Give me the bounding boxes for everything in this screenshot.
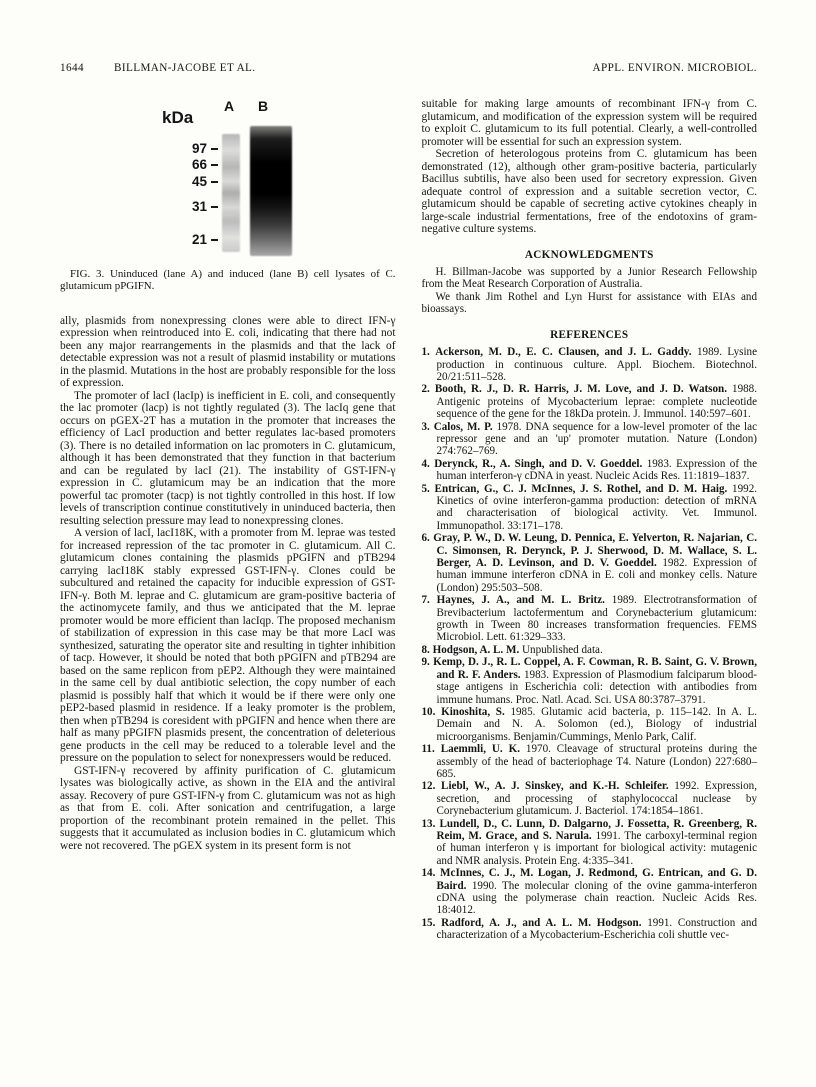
lane-a-label: A [224, 98, 235, 114]
reference-authors: Hodgson, A. L. M. [432, 643, 520, 656]
marker-value: 97 [191, 141, 207, 156]
reference-authors: Radford, A. J., and A. L. M. Hodgson. [441, 916, 642, 929]
reference-text: 1991. Construction and characterization of a Mycobacterium-Escherichia coli shuttle vec- [436, 916, 757, 942]
marker-value: 45 [191, 174, 207, 189]
acknowledgments-paragraph: H. Billman-Jacobe was supported by a Junior Research Fellowship from the Meat Research Corporation of Australia. [421, 266, 757, 291]
gel-image [162, 100, 312, 255]
reference-text: Unpublished data. [522, 643, 603, 656]
reference-text: 1970. Cleavage of structural proteins during the assembly of the head of bacteriophage T4. Nature (London) 227:680–685. [436, 743, 758, 780]
reference-list [422, 346, 758, 942]
reference-item [422, 532, 758, 594]
reference-authors: Kemp, D. J., R. L. Coppel, A. F. Cowman, R. B. Saint, G. V. Brown, and R. F. Anders. [433, 656, 757, 681]
reference-text: 1992. Expression, secretion, and processing of staphylococcal nuclease by Corynebacterium glutamicum. J. Bacteriol. 174:1854–1861. [436, 780, 757, 818]
reference-item [422, 917, 758, 942]
reference-item [422, 867, 758, 917]
reference-text: 1985. Glutamic acid bacteria, p. 115–142. In A. L. Demain and N. A. Solomon (ed.), Biology of industrial microorganisms. Benjamin/Cummings, Menlo Park, Calif. [436, 705, 758, 743]
reference-item [422, 743, 758, 780]
running-head [60, 62, 757, 74]
page-number: 1644 [60, 62, 84, 74]
reference-item [422, 458, 758, 483]
reference-text: 1983. Expression of Plasmodium falciparum blood-stage antigens in Escherichia coli: detection with antibodies from immune humans. Proc. Natl. Acad. Sci. USA 80:3787–3791. [436, 668, 757, 706]
reference-authors: Ackerson, M. D., E. C. Clausen, and J. L. Gaddy. [435, 346, 692, 359]
reference-number: 4. [421, 457, 430, 470]
lane-b-label: B [258, 98, 269, 114]
left-column [60, 98, 396, 942]
running-authors: BILLMAN-JACOBE ET AL. [113, 62, 256, 74]
reference-number: 7. [421, 594, 430, 607]
reference-authors: Calos, M. P. [433, 420, 493, 433]
reference-text: 1991. The carboxyl-terminal region of human interferon γ is important for biological activity: mutagenic and NMR analysis. Protein Eng. 4:335–341. [436, 829, 758, 867]
gel-lane-a [222, 134, 240, 252]
running-head-left [60, 62, 256, 74]
reference-authors: Liebl, W., A. J. Sinskey, and K.-H. Schleifer. [441, 780, 669, 793]
tick-mark [211, 181, 218, 183]
reference-item [422, 383, 758, 420]
reference-number: 5. [421, 482, 430, 495]
body-paragraph: Secretion of heterologous proteins from C. glutamicum has been demonstrated (12), although other gram-positive bacteria, particularly Bacillus subtilis, have also been used for secretory expression. Given adequate control of expression and a suitable secretion vector, C. glutamicum should be capable of secreting active cytokines cheaply in large-scale industrial fermentations, free of the endotoxins of gram-negative culture systems. [421, 148, 757, 235]
body-paragraph: ally, plasmids from nonexpressing clones were able to direct IFN-γ expression when reintroduced into E. coli, indicating that there had not been any major rearrangements in the plasmids and that the lack of detectable expression was not a result of plasmid instability or mutations in the plasmid. Mutations in the host are probably responsible for the loss of expression. [60, 314, 396, 390]
kda-unit-label: kDa [162, 108, 194, 127]
reference-number: 3. [421, 420, 430, 433]
marker-21kda [172, 233, 218, 247]
gel-lane-b [250, 126, 292, 256]
reference-item [422, 594, 758, 644]
marker-31kda [172, 200, 218, 214]
reference-number: 13. [421, 817, 436, 830]
reference-text: 1992. Kinetics of ovine interferon-gamma production: detection of mRNA and characterisation of biological activity. Vet. Immunol. Immunopathol. 33:171–178. [436, 482, 758, 532]
reference-text: 1983. Expression of the human interferon-γ cDNA in yeast. Nucleic Acids Res. 11:1819–1837. [436, 457, 757, 483]
reference-text: 1989. Electrotransformation of Brevibacterium lactofermentum and Corynebacterium glutamicum: growth in Tween 80 increases transformation frequencies. FEMS Microbiol. Lett. 61:329–333. [436, 594, 758, 644]
reference-item [422, 780, 758, 817]
reference-number: 10. [421, 705, 436, 718]
reference-item [422, 818, 758, 868]
figure-3 [60, 100, 396, 293]
body-paragraph: A version of lacI, lacI18K, with a promoter from M. leprae was tested for increased repression of the tac promoter in C. glutamicum. All C. glutamicum clones containing the plasmids pPGIFN and pTB294 carrying lacI18K stably expressed GST-IFN-γ. Clones could be subcultured and retained the capacity for inducible expression of GST-IFN-γ. Both M. leprae and C. glutamicum are gram-positive bacteria of the actinomycete family, and thus we anticipated that the M. leprae promoter would be more efficient than lacIqp. The proposed mechanism of stabilization of expression in this case may be that more LacI was synthesized, saturating the operator site and resulting in tighter inhibition of tacp. However, it should be noted that both pPGIFN and pTB294 are based on the same replicon from pEP2. Although they were maintained in the same cell by dual antibiotic selection, the copy number of each plasmid is possibly half that which it would be if there were only one pEP2-based plasmid in residence. If a leaky promoter is the problem, then when pTB294 is coresident with pPGIFN and hence when there are half as many pPGIFN plasmids present, the concentration of deleterious gene products in the cell may be reduced to a tolerable level and the pressure on the population to select for nonexpressers would be reduced. [60, 527, 396, 765]
marker-value: 31 [191, 199, 207, 214]
right-column [422, 98, 758, 942]
reference-authors: Laemmli, U. K. [440, 743, 520, 756]
reference-authors: Haynes, J. A., and M. L. Britz. [436, 594, 605, 607]
reference-text: 1988. Antigenic proteins of Mycobacterium leprae: complete nucleotide sequence of the gene for the 18kDa protein. J. Immunol. 140:597–601. [436, 383, 757, 421]
reference-text: 1990. The molecular cloning of the ovine gamma-interferon cDNA using the polymerase chain reaction. Nucleic Acids Res. 18:4012. [436, 879, 757, 917]
body-paragraph: GST-IFN-γ recovered by affinity purification of C. glutamicum lysates was biologically active, as shown in the EIA and the antiviral assay. Recovery of pure GST-IFN-γ from C. glutamicum was not as high as that from E. coli. After sonication and centrifugation, a large proportion of the recombinant protein remained in the pellet. This suggests that it accumulated as inclusion bodies in C. glutamicum which were not recovered. The pGEX system in its present form is not [60, 764, 396, 852]
marker-66kda [172, 158, 218, 172]
reference-authors: Lundell, D., C. Lunn, D. Dalgarno, J. Fossetta, R. Greenberg, R. Reim, M. Grace, and S. Narula. [436, 817, 757, 842]
references-heading: REFERENCES [550, 328, 629, 341]
reference-number: 2. [421, 383, 430, 396]
tick-mark [211, 148, 218, 150]
marker-value: 21 [191, 232, 207, 247]
tick-mark [211, 164, 218, 166]
tick-mark [211, 206, 218, 208]
journal-name: APPL. ENVIRON. MICROBIOL. [592, 62, 757, 74]
reference-text: 1982. Expression of human immune interferon cDNA in E. coli and monkey cells. Nature (London) 295:503–508. [436, 557, 757, 594]
reference-number: 1. [421, 346, 430, 359]
body-paragraph: The promoter of lacI (lacIp) is inefficient in E. coli, and consequently the lac promoter (lacp) is not tightly regulated (3). The lacIq gene that occurs on pGEX-2T has a mutation in the promoter that increases the efficiency of LacI production and better regulates lac-based promoters (3). There is no detailed information on lac promoters in C. glutamicum, although it has been demonstrated that they function in that bacterium and can be regulated by lacI (21). The instability of GST-IFN-γ expression in C. glutamicum may be an indication that the more powerful tac promoter (tacp) is not tightly controlled in this host. If low levels of transcription continue constitutively in uninduced bacteria, then resulting selection pressure may lead to nonexpressing clones. [60, 389, 396, 527]
body-paragraph: suitable for making large amounts of recombinant IFN-γ from C. glutamicum, and modification of the expression system will be required to exploit C. glutamicum to its full potential. Clearly, a well-controlled promoter will be essential for such an expression system. [421, 98, 757, 148]
reference-number: 9. [421, 656, 430, 669]
reference-authors: Booth, R. J., D. R. Harris, J. M. Love, and J. D. Watson. [434, 383, 727, 396]
reference-authors: Entrican, G., C. J. McInnes, J. S. Rothel, and D. M. Haig. [434, 482, 728, 495]
reference-item [422, 644, 758, 656]
reference-item [422, 483, 758, 533]
reference-item [422, 656, 758, 706]
reference-number: 6. [421, 532, 430, 545]
reference-authors: Derynck, R., A. Singh, and D. V. Goeddel. [434, 457, 643, 470]
reference-number: 11. [421, 743, 435, 756]
acknowledgments-heading: ACKNOWLEDGMENTS [524, 248, 654, 261]
two-column-layout [60, 98, 757, 942]
reference-item [422, 706, 758, 743]
marker-45kda [172, 175, 218, 189]
reference-text: 1978. DNA sequence for a low-level promoter of the lac repressor gene and an 'up' promoter mutation. Nature (London) 274:762–769. [436, 420, 757, 458]
reference-number: 12. [421, 780, 436, 793]
marker-value: 66 [191, 157, 207, 172]
reference-number: 8. [421, 643, 430, 656]
figure-caption: FIG. 3. Uninduced (lane A) and induced (lane B) cell lysates of C. glutamicum pPGIFN. [60, 268, 396, 293]
reference-number: 15. [421, 916, 436, 929]
reference-item [422, 346, 758, 383]
reference-authors: Kinoshita, S. [441, 705, 505, 718]
reference-number: 14. [421, 867, 436, 880]
reference-item [422, 421, 758, 458]
reference-text: 1989. Lysine production in continuous culture. Appl. Biochem. Biotechnol. 20/21:511–528. [436, 346, 757, 383]
tick-mark [211, 239, 218, 241]
reference-authors: McInnes, C. J., M. Logan, J. Redmond, G. Entrican, and G. D. Baird. [436, 867, 757, 892]
marker-97kda [172, 142, 218, 156]
acknowledgments-paragraph: We thank Jim Rothel and Lyn Hurst for assistance with EIAs and bioassays. [421, 290, 757, 316]
reference-authors: Gray, P. W., D. W. Leung, D. Pennica, E. Yelverton, R. Najarian, C. C. Simonsen, R. Derynck, P. J. Sherwood, D. M. Wallace, S. L. Berger, A. D. Levinson, and D. V. Goeddel. [433, 532, 757, 570]
